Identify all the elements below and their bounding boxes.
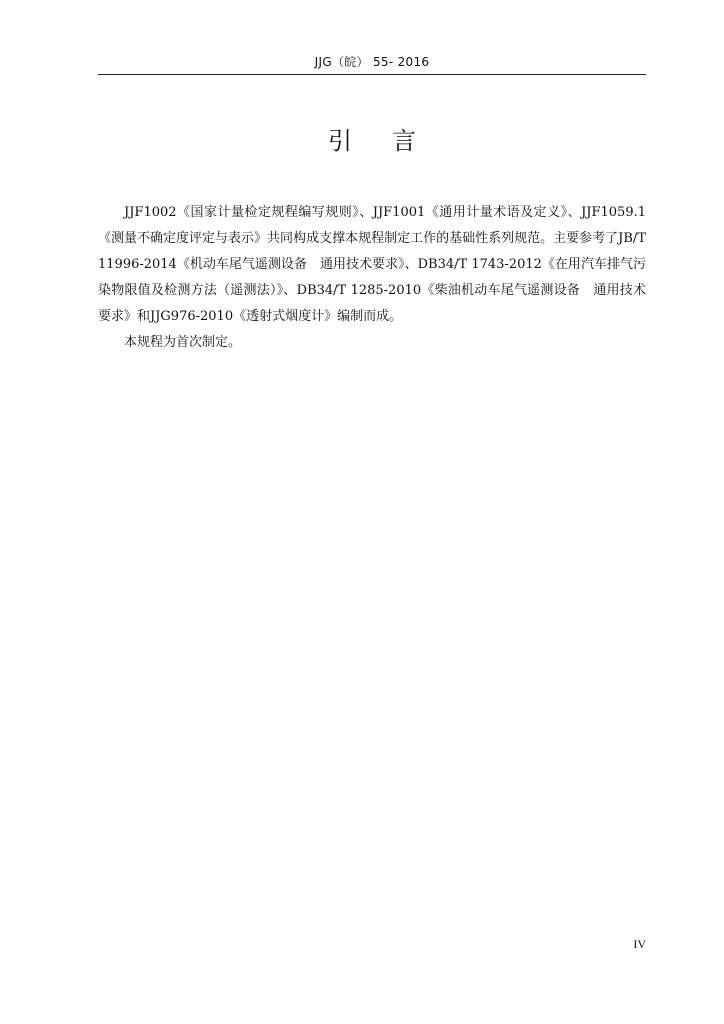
paragraph-first-edition: 本规程为首次制定。 [124,335,242,350]
paragraph-references: JJF1002《国家计量检定规程编写规则》、JJF1001《通用计量术语及定义》、JJF1059.1《测量不确定度评定与表示》共同构成支撑本规程制定工作的基础性系列规范。主要参考了JB/T 11996-2014《机动车尾气遥测设备 通用技术要求》、DB34/T 1743-2012《在用汽车排气污染物限值及检测方法（遥测法）》、DB34/T 1285-2010《柴油机动车尾气遥测设备 通用技术要求》和JJG976-2010《透射式烟度计》编制而成。 [98,205,646,324]
header-divider [98,74,646,75]
page-title: 引言 [328,127,456,155]
body-text [98,200,646,356]
running-header: JJG（皖） 55- 2016 [314,55,430,69]
page-number: IV [633,937,646,951]
